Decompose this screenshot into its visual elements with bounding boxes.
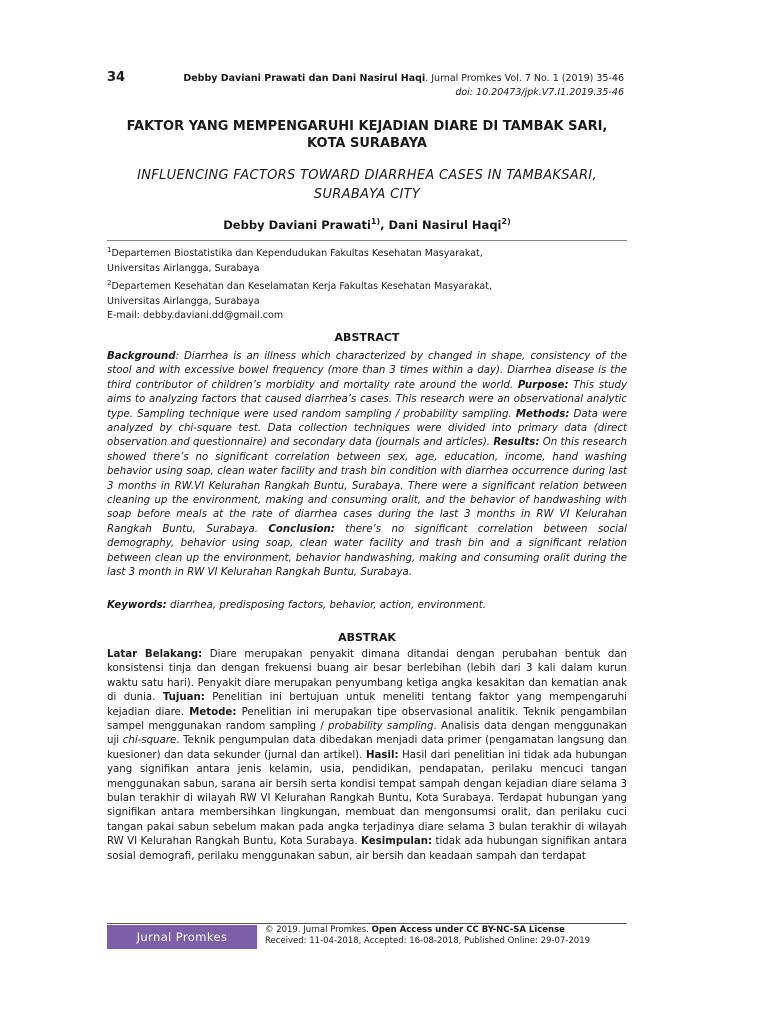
metode-label: Metode: bbox=[189, 706, 237, 718]
footer-text bbox=[265, 925, 590, 947]
abstrak-heading: ABSTRAK bbox=[338, 631, 396, 644]
tujuan-text: Penelitian ini bertujuan untuk meneliti tentang faktor yang mempengaruhi kejadian diare. bbox=[107, 692, 627, 718]
background-text: : Diarrhea is an illness which characterized by changed in shape, consistency of the stool and with excessive bowel frequency (more than 3 times within a day). Diarrhea disease is the third contributor of children’s morbidity and mortality rate around the world. bbox=[107, 351, 627, 391]
abstract-english bbox=[107, 350, 627, 581]
affiliations bbox=[107, 243, 627, 324]
affiliation-1-text: Departemen Biostatistika dan Kependudukan Fakultas Kesehatan Masyarakat, bbox=[111, 248, 483, 260]
hasil-label: Hasil: bbox=[366, 749, 399, 761]
conclusion-text: there’s no significant correlation between social demography, behavior using soap, clean water facility and trash bin and a significant relation between clean up the environment, behavior handwashing, making and consuming oralit during the last 3 month in RW VI Kelurahan Rangkah Buntu, Surabaya. bbox=[107, 523, 627, 579]
keywords bbox=[107, 600, 627, 611]
abstract-indonesian bbox=[107, 648, 627, 864]
results-label: Results: bbox=[493, 437, 540, 449]
affiliation-2-marker: 2 bbox=[107, 279, 112, 288]
publication-dates: Received: 11-04-2018, Accepted: 16-08-2018, Published Online: 29-07-2019 bbox=[265, 936, 591, 946]
affiliation-1-line-1 bbox=[107, 243, 627, 262]
latar-text: Diare merupakan penyakit dimana ditandai dengan perubahan bentuk dan konsistensi tinja dan dengan frekuensi buang air besar berlebihan (lebih dari 3 kali dalam kurun waktu satu hari). Penyakit diare merupakan penyumbang ketiga angka kesakitan dan kematian anak di dunia. bbox=[107, 649, 627, 704]
abstract-heading: ABSTRACT bbox=[334, 331, 400, 344]
header-authors: Debby Daviani Prawati dan Dani Nasirul Haqi bbox=[183, 73, 426, 84]
author-2-marker: 2) bbox=[501, 217, 511, 226]
purpose-text: This study aims to analyzing factors that caused diarrhea’s cases. This research were an observational analytic type. Sampling technique were used random sampling / probability sampling. bbox=[107, 379, 627, 420]
title-indonesian: FAKTOR YANG MEMPENGARUHI KEJADIAN DIARE DI TAMBAK SARI, KOTA SURABAYA bbox=[126, 119, 608, 151]
background-label: Background bbox=[107, 351, 176, 362]
metode-text-3: . Teknik pengumpulan data dibedakan menjadi data primer (pengamatan langsung dan kuesioner) dan data sekunder (jurnal dan artikel). bbox=[107, 735, 627, 761]
author-1-marker: 1) bbox=[370, 217, 381, 226]
metode-text-2: . Analisis data dengan menggunakan uji bbox=[107, 721, 628, 747]
affiliation-1-marker: 1 bbox=[107, 246, 112, 254]
footer-copyright-line bbox=[265, 925, 590, 936]
author-separator: , bbox=[380, 217, 389, 232]
running-header bbox=[104, 72, 624, 100]
conclusion-label: Conclusion: bbox=[268, 523, 335, 535]
metode-text-1: Penelitian ini merupakan tipe observasional analitik. Teknik pengambilan sampel menggunakan random sampling / bbox=[107, 706, 627, 733]
kesimpulan-label: Kesimpulan: bbox=[361, 836, 433, 848]
contact-email: E-mail: debby.daviani.dd@gmail.com bbox=[107, 310, 284, 322]
hasil-text: Hasil dari penelitian ini tidak ada hubungan yang signifikan antara jenis kelamin, usia, pendidikan, pendapatan, perilaku mencuci tangan menggunakan sabun, sarana air bersih serta kondisi tempat sampah dengan kejadian diare selama 3 bulan terakhir di wilayah RW VI Kelurahan Rangkah Buntu, Kota Surabaya. Terdapat hubungan yang signifikan antara membersihkan lingkungan, membuat dan mengonsumsi oralit, dan perilaku cuci tangan pakai sabun sebelum makan pada angka terjadinya diare selama 3 bulan terakhir di wilayah RW VI Kelurahan Rangkah Buntu, Kota Surabaya. bbox=[107, 749, 627, 848]
affiliation-2-line-2: Universitas Airlangga, Surabaya bbox=[107, 295, 260, 307]
author-2-name: Dani Nasirul Haqi bbox=[388, 217, 502, 232]
metode-italic-1: probability sampling bbox=[328, 721, 434, 733]
kesimpulan-text: tidak ada hubungan signifikan antara sosial demografi, perilaku menggunakan sabun, air bersih dan keadaan sampah dan terdapat bbox=[107, 836, 627, 862]
footer-divider bbox=[107, 923, 627, 924]
copyright-text: © 2019. Jurnal Promkes. bbox=[265, 925, 372, 935]
license-text: Open Access under CC BY-NC-SA License bbox=[371, 925, 565, 935]
page-number: 34 bbox=[107, 70, 126, 85]
affiliation-2-text: Departemen Kesehatan dan Keselamatan Kerja Fakultas Kesehatan Masyarakat, bbox=[111, 281, 492, 293]
keywords-text: diarrhea, predisposing factors, behavior, action, environment. bbox=[166, 600, 486, 611]
title-english: INFLUENCING FACTORS TOWARD DIARRHEA CASES IN TAMBAKSARI, SURABAYA CITY bbox=[137, 168, 597, 202]
author-list bbox=[107, 217, 627, 232]
author-1-name: Debby Daviani Prawati bbox=[223, 217, 371, 232]
metode-italic-2: chi-square bbox=[122, 735, 177, 747]
methods-label: Methods: bbox=[515, 408, 570, 420]
journal-badge: Jurnal Promkes bbox=[107, 925, 257, 949]
keywords-label: Keywords: bbox=[107, 600, 167, 611]
tujuan-label: Tujuan: bbox=[162, 692, 205, 704]
affiliation-divider bbox=[107, 240, 627, 241]
header-citation: . Jurnal Promkes Vol. 7 No. 1 (2019) 35-46 bbox=[425, 73, 624, 84]
latar-label: Latar Belakang: bbox=[107, 649, 203, 660]
methods-text: Data were analyzed by chi-square test. Data collection techniques were divided into primary data (direct observation and questionnaire) and secondary data (journals and articles). bbox=[107, 408, 627, 449]
results-text: On this research showed there’s no significant correlation between sex, age, education, income, hand washing behavior using soap, clean water facility and trash bin condition with diarrhea occurrence during last 3 months in RW.VI Kelurahan Rangkah Buntu, Surabaya. There were a significant relation between cleaning up the environment, making and consuming oralit, and the behavior of handwashing with soap before meals at the rate of diarrhea cases during the last 3 months in RW VI Kelurahan Rangkah Buntu, Surabaya. bbox=[107, 437, 627, 535]
purpose-label: Purpose: bbox=[517, 379, 569, 391]
header-doi: doi: 10.20473/jpk.V7.I1.2019.35-46 bbox=[455, 87, 624, 98]
affiliation-2-line-1 bbox=[107, 276, 627, 295]
affiliation-1-line-2: Universitas Airlangga, Surabaya bbox=[107, 262, 260, 274]
